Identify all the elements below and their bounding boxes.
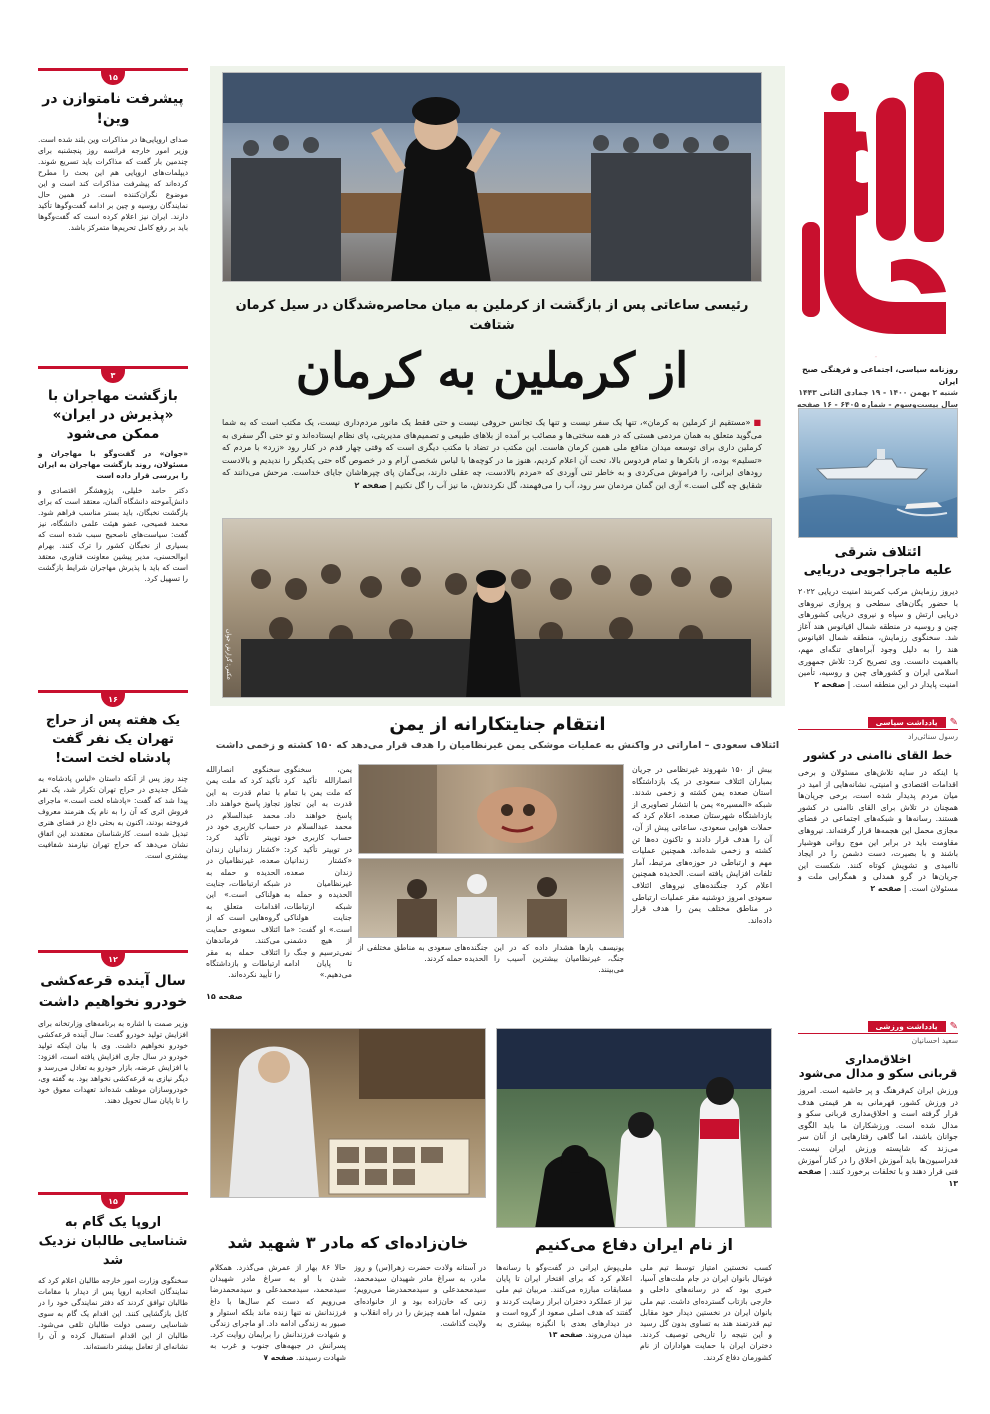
mother-col-right [354,1262,486,1400]
ethics-page-ref[interactable]: صفحه ۱۳ [798,1167,958,1188]
sports-col-left [496,1262,632,1400]
page-badge[interactable]: ۱۶ [101,693,125,707]
main-lead: ■«مستقیم از کرملین به کرمان»، تنها یک سفر نیست و تنها یک تجانس حروفی نیست و حتی فقط یک مانور مردم‌داری نیست، یک مکتب است که به شما می‌گوید متعلق به همان مردمی هستی که در همه سختی‌ها و مصائب بر آمده از بلاهای طبیعی و تصمیم‌های مدیریتی، پای نظام ایستاده‌اند و تو حتی اگر سفری به کرملین داری برای توسعه میدان منافع ملی همین کرمان هاست. این مکتب در تضاد با مکتب دیگری است که وقتی چهار قدم در کنار رود «زرد» با مردم که «تسلیم» بوده، از بانکرها و تمام فردوس بالا، تحت آن اعلام کردیم، هنوز ما در کوچه‌ها با لباس شخصی آرام و در خصوص گاه حتی یکدیگر را ندیدیم و بالادست رودهای ایرانی، را فراموش می‌کردی و به خاطر تنی آوردی که «مردم بالادست، چه عقلی دارند، بی‌گمان پای چپرهاشان جایای خداست. مرحش می‌دانند که شقایق چه گلی است.» آری این گمان مردمان سر رود، آب را می‌فهمند، گل نکردندش، ما نیز آب را گل نکنیم | صفحه ۲ [222,417,762,490]
insecurity-story [798,748,958,895]
logo-word: جوان [874,357,878,358]
insecurity-page-ref[interactable]: صفحه ۲ [870,883,902,893]
east-coalition-page-ref[interactable]: صفحه ۲ [814,679,846,689]
yemen-caption-left-text: جنگنده‌های سعودی به مناطق مختلفی از الحدیده حمله کردند. [358,943,488,964]
kerman-crowd-photo [222,518,772,698]
yemen-headline: انتقام جنایتکارانه از یمن [389,714,606,735]
sports-page-ref[interactable]: صفحه ۱۳ [548,1330,583,1340]
left-head: یک هفته پس از حراج تهران یک نفر گفت پادشاه لخت است! [45,713,181,766]
left-sub: «جوان» در گفت‌وگو با مهاجران و مسئولان، روند بازگشت مهاجران به ایران را بررسی قرار داده است [38,449,188,480]
east-coalition-head-b: علیه ماجراجویی دریایی [803,563,953,578]
left-head: سال آینده قرعه‌کشی خودرو نخواهیم داشت [38,973,188,1010]
left-head: پیشرفت نامتوازن در وین! [42,91,184,127]
masthead [796,72,956,364]
mother-text: حالا ۸۶ بهار از عمرش می‌گذرد. همکلام شدن با او به سراغ مادر شهیدان سیدمحمد، سیدمحمدعلی و سیدمحمدرضا می‌رویم که دست کم سال‌ها با داغ فرزندانش نه تنها زنده ماند بلکه استوار و صبور به زندگی ادامه داد. او ماجرای زندگی و شهادت فرزندانش را برایمان روایت کرد. پسرانش در جبهه‌های جنوب و غرب به شهادت رسیدند. [210,1263,346,1362]
insecurity-head: خط القای ناامنی در کشور [803,748,953,762]
yemen-page-ref[interactable]: صفحه ۱۵ [206,992,243,1001]
page-badge[interactable]: ۱۵ [101,1195,125,1209]
left-text: صدای اروپایی‌ها در مذاکرات وین بلند شده است. وزیر امور خارجه فرانسه روز پنجشنبه برای چندمین بار گفت که مذاکرات باید تسریع شوند. دیپلمات‌های اروپایی هم این بحث را مطرح کرده‌اند که پیشرفت مذاکرات کند است و این موضوع نگران‌کننده است. در همین حال نمایندگان روسیه و چین بر ادامه گفت‌وگوها تأکید دارند. ایران نیز اعلام کرده است که گفت‌وگوها باید بر رفع کامل تحریم‌ها متمرکز باشد. [38,135,188,232]
newspaper-logo [796,72,956,364]
yemen-col-right [632,764,772,926]
east-coalition-story [798,544,958,690]
mother-headline: خان‌زاده‌ای که مادر ۳ شهید شد [227,1233,469,1252]
left-head: اروپا یک گام به شناسایی طالبان نزدیک شد [38,1215,188,1268]
left-text: سخنگوی وزارت امور خارجه طالبان اعلام کرد که نمایندگان اتحادیه اروپا پس از دیدار با مقامات طالبان توافق کردند که دفتر نمایندگی خود را در کابل بازگشایی کنند. این اقدام یک گام به سوی شناسایی رسمی دولت طالبان تلقی می‌شود. طالبان از این اقدام استقبال کرده و آن را نشانه‌ای از تعامل بیشتر دانسته‌اند. [38,1276,188,1351]
east-coalition-head-a: ائتلاف شرقی [834,545,922,560]
page-badge[interactable]: ۳ [101,369,125,383]
political-note-bar [798,716,958,730]
left-item-migrants [38,366,188,686]
issue-line: سال بیست‌وسوم - شماره ۶۴۰۵ - ۱۶ صفحه [797,399,958,409]
left-text: وزیر صمت با اشاره به برنامه‌های وزارتخانه برای افزایش تولید خودرو گفت: سال آینده قرعه‌کشی خودرو نخواهیم داشت. وی با بیان اینکه تولید خودرو در سال جاری افزایش یافته است، افزود: با افزایش عرضه، بازار خودرو به تعادل می‌رسد و دیگر نیازی به قرعه‌کشی نخواهد بود. به گفته وی، خودروسازان موظف شده‌اند تعهدات معوق خود را تا پایان سال تحویل دهند. [38,1019,188,1105]
note-icon-2: ✎ [949,1021,958,1032]
left-item-auction [38,690,188,930]
naval-drill-photo [798,408,958,538]
yemen-subhead: ائتلاف سعودی – اماراتی در واکنش به عملیات موشکی یمن غیرنظامیان را هدف قرار می‌دهد که ۱۵۰ کشته و زخمی داشت [215,740,780,751]
yemen-col-left-text: سخنگوی انصارالله تأکید کرد که ملت یمن با تمام قدرت به این تجاوز پاسخ خواهند داد. محمد عبدالسلام در حساب کاربری خود در توییتر تأکید کرد: «کشتار زندانیان زندان صعده، غیرنظامیان در الحدیده و حمله به شبکه ارتباطات، جنایت هولناکی است.» این اقدامات متعلق به گروه‌هایی است که از ائتلاف سعودی حمایت می‌کنند. فرماندهان ائتلاف حمله به مقر ارتباطات و بازداشتگاه را تأیید نکرده‌اند. [206,765,280,980]
sports-col-right [640,1262,772,1400]
mother-col-left [210,1262,346,1400]
women-football-photo [496,1028,772,1228]
sports-text-2: ملی‌پوش ایرانی در گفت‌وگو با رسانه‌ها اعلام کرد که برای افتخار ایران تا پایان مسابقات مبارزه می‌کنند. مربیان تیم ملی نیز از عملکرد دختران ابراز رضایت کردند و گفتند که هدف اصلی صعود از گروه است و در دیدارهای بعدی با انگیزه بیشتری به میدان می‌روند. [496,1263,632,1340]
page-badge[interactable]: ۱۲ [101,953,125,967]
sports-text: کسب نخستین امتیاز توسط تیم ملی فوتبال بانوان ایران در جام ملت‌های آسیا، خبری بود که در رسانه‌های داخلی و خارجی بازتاب گسترده‌ای داشت. تیم ملی بانوان ایران در نخستین دیدار خود مقابل تیم قدرتمند هند به تساوی بدون گل رسید و این نتیجه را تاریخی توصیف کردند. دختران ایران با حمایت هواداران از نام کشورمان دفاع کردند. [640,1263,772,1362]
photo-credit: عکس: گزارش جوان [225,629,232,681]
yemen-photo-bottom [358,858,624,938]
yemen-caption-right [494,942,624,976]
yemen-col-mid-text: یمن، سخنگوی انصارالله تأکید کرد که ملت یمن با تمام قدرت به این تجاوز پاسخ خواهند داد. محمد عبدالسلام در حساب کاربری خود در توییتر تأکید کرد: «کشتار زندانیان زندان صعده، غیرنظامیان در الحدیده و حمله به شبکه ارتباطات، جنایت هولناکی است.» او گفت: «ما از هیچ دشمنی نمی‌ترسیم و جنگ را تا پایان ادامه می‌دهیم.» [284,765,352,980]
ethics-head-b: قربانی سکو و مدال می‌شود [798,1066,958,1080]
yemen-caption-right-text: یونیسف بارها هشدار داده که در این جنگ، غیرنظامیان بیشترین آسیب را می‌بینند. [494,943,624,975]
yemen-col-right-text: بیش از ۱۵۰ شهروند غیرنظامی در جریان بمباران ائتلاف سعودی در یک بازداشتگاه استان صعده یمن کشته و زخمی شدند. شبکه «المسیره» یمن با انتشار تصاویری از بازداشتگاه شهرستان صعده، اعلام کرد که حملات هوایی سعودی، ساعاتی پیش از آن، آن را هدف قرار دادند و تاکنون ده‌ها تن کشته و زخمی شده‌اند. همچنین عملیات مهم و ارتباطی در حوزه‌های مرتبط، آمار تلفات افزایش یافته است. الحدیده همچنین اعلام کرد جنگنده‌های نیروهای ائتلاف سعودی امروز دوشنبه مقر عملیات ارتباطی در مناطق مختلف یمن را هدف قرار داده‌اند. [632,765,772,925]
mother-text-2: در آستانه ولادت حضرت زهرا(س) و روز مادر، به سراغ مادر شهیدان سیدمحمد، سیدمحمدعلی و سیدمحمدرضا می‌رویم؛ زنی که خان‌زاده بود و از خانواده‌ای متمول، اما همه چیزش را در راه انقلاب و ولایت گذاشت. [354,1263,486,1329]
sport-note-tag: یادداشت ورزشی [868,1021,946,1032]
date-line: شنبه ۲ بهمن ۱۴۰۰ - ۱۹ جمادی الثانی ۱۴۴۳ [798,388,958,397]
yemen-photo-top [358,764,624,854]
left-head: بازگشت مهاجران با «پذیرش در ایران» ممکن می‌شود [48,388,178,442]
insecurity-text: با اینکه در سایه تلاش‌های مسئولان و برخی اقدامات اقتصادی و امنیتی، نشانه‌هایی از امید در میان مردم پدیدار شده است، برخی جریان‌ها همچنان در تلاش برای القای ناامنی در کشور هستند. رسانه‌ها و شبکه‌های اجتماعی در فضای مجازی محمل این هجمه‌ها قرار گرفته‌اند. نیروهای مقاومت باید در برابر این موج روانی هوشیار باشند و با بصیرت، دست دشمن را در ایجاد ناامیدی و تشویش کوتاه کنند. شکست این جریان‌ها در گرو همدلی و همگرایی ملت و مسئولان است. | [798,768,958,893]
sport-note-bar [798,1020,958,1034]
mother-page-ref[interactable]: صفحه ۷ [263,1352,294,1362]
sports-headline: از نام ایران دفاع می‌کنیم [535,1235,733,1254]
political-note-author: رسول سنائی‌راد [908,732,958,741]
note-icon: ✎ [949,717,958,728]
east-coalition-text: دیروز رزمایش مرکب کمربند امنیت دریایی ۲۰۲۲ با حضور یگان‌های سطحی و پروازی نیروهای دریایی ارتش و سپاه و نیروی دریایی کشورهای چین و روسیه در منطقه شمال اقیانوس هند آغاز شد. سخنگوی رزمایش، منطقه شمال اقیانوس هند را به دلیل وجود آبراه‌های تنگه‌ای مهم، بااهمیت دانست. وی تصریح کرد: تلاش جمهوری اسلامی ایران و کشورهای چین و روسیه، تأمین امنیت پایدار در این منطقه است. | [798,587,958,689]
sport-note-author: سعید احسانیان [911,1036,958,1045]
kremlin-photo [222,72,762,282]
mother-photo [210,1028,486,1198]
left-item-taliban [38,1192,188,1410]
yemen-col-mid [284,764,352,1002]
main-headline: از کرملین به کرمان [295,343,689,399]
left-item-car-lottery [38,950,188,1188]
left-item-vienna [38,68,188,360]
page-badge[interactable]: ۱۵ [101,71,125,85]
main-lead-text: «مستقیم از کرملین به کرمان»، تنها یک سفر نیست و تنها یک تجانس حروفی نیست و حتی فقط یک مانور مردم‌داری نیست، یک مکتب است که به شما می‌گوید متعلق به همان مردمی هستی که در همه سختی‌ها و مصائب بر آمده از بلاهای طبیعی و تصمیم‌های مدیریتی، پای نظام ایستاده‌اند و تو حتی اگر سفری به کرملین داری برای توسعه میدان منافع ملی همین کرمان هاست. این مکتب در تضاد با مکتب دیگری است که وقتی چهار قدم در کنار رود «زرد» با مردم که «تسلیم» بوده، از بانکرها و تمام فردوس بالا، تحت آن اعلام کردیم، هنوز ما در کوچه‌ها با لباس شخصی آرام و در خصوص گاه حتی یکدیگر را ندیدیم و بالادست رودهای ایرانی، را فراموش می‌کردی و به خاطر تنی آوردی که «مردم بالادست، چه عقلی دارند، بی‌گمان پای چپرهاشان جایای خداست. مرحش می‌دانند که شقایق چه گلی است.» آری این گمان مردمان سر رود، آب را می‌فهمند، گل نکردندش، ما نیز آب را گل نکنیم | [222,417,762,490]
ethics-head-a: اخلاق‌مداری [844,1052,912,1066]
ethics-story [798,1052,958,1189]
yemen-col-left [206,764,280,992]
yemen-caption-left [358,942,488,964]
main-page-ref[interactable]: صفحه ۲ [354,479,387,490]
tagline: روزنامه سیاسی، اجتماعی و فرهنگی صبح ایران [802,365,958,386]
left-text: دکتر حامد خلیلی، پژوهشگر اقتصادی و دانش‌آموخته دانشگاه آلمان، معتقد است که برای بازگشت نخبگان، باید بستر مناسب فراهم شود. محمد فصیحی، عضو هیئت علمی دانشگاه، نیز گفت: سیاست‌های ناصحیح سبب شده است که بسیاری از نخبگان کشور را ترک کنند. بهرام ابوالحسنی، مدیر پیشین معاونت فناوری، معتقد است که باید با پذیرش مهاجران شرایط بازگشت را تسهیل کرد. [38,486,188,583]
political-note-tag: یادداشت سیاسی [868,717,946,728]
ethics-text: ورزش ایران کم‌فرهنگ و پر حاشیه است. امروز در ورزش کشور، قهرمانی به هر قیمتی هدف قرار گرفته است و اخلاق‌مداری قربانی سکو و مدال شده است. ورزشکاران ما باید الگوی جوانان باشند، اما گاهی رفتارهایی از آنان سر می‌زند که شایسته ورزش ایران نیست. فدراسیون‌ها باید آموزش اخلاق را در کنار آموزش فنی قرار دهند و با تخلفات برخورد کنند. | [798,1086,958,1177]
main-kicker: رئیسی ساعاتی پس از بازگشت از کرملین به میان محاصره‌شدگان در سیل کرمان شتافت [235,298,749,333]
left-text: چند روز پس از آنکه داستان «لباس پادشاه» به شکل جدیدی در حراج تهران تکرار شد، یک نفر پیدا شد که گفت: «پادشاه لخت است.» ماجرای فروش اثری که آن را به نام یک هنرمند معروف فروخته بودند، اکنون به بحثی داغ در فضای هنری تبدیل شده است. کارشناسان معتقدند این اتفاق نشان می‌دهد که حراج تهران نیازمند شفافیت بیشتری است. [38,774,188,860]
